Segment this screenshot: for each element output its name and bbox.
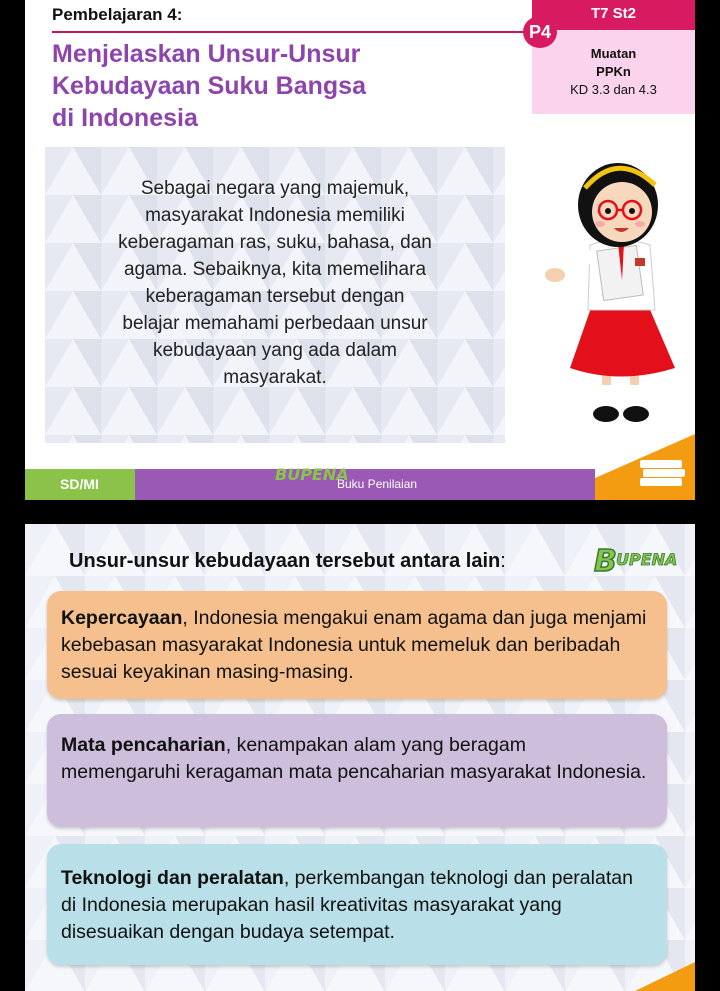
list-item-text [61, 865, 649, 946]
intro-paragraph [65, 175, 485, 391]
slide-1 [25, 0, 695, 500]
list-item [47, 844, 667, 965]
page-title [52, 38, 432, 134]
paragraph-line: masyarakat. [223, 367, 327, 388]
heading-text: Unsur-unsur kebudayaan tersebut antara lain [69, 550, 501, 572]
svg-text:B: B [594, 544, 617, 579]
title-line: di Indonesia [52, 104, 198, 132]
paragraph-line: kebudayaan yang ada dalam [152, 340, 398, 361]
header-divider [52, 31, 532, 33]
footer-bar [25, 465, 695, 500]
list-item-desc: , perkembangan teknologi dan peralatan di Indonesia merupakan hasil kreativitas masyarakat yang disesuaikan dengan budaya setempat. [61, 867, 633, 943]
theme-subtheme-code: T7 St2 [590, 5, 636, 22]
paragraph-line: keberagaman ras, suku, bahasa, dan [118, 232, 432, 253]
title-line: Menjelaskan Unsur-Unsur [52, 40, 361, 68]
list-item-term: Kepercayaan [61, 607, 183, 629]
paragraph-line: keberagaman tersebut dengan [145, 286, 405, 307]
muatan-label: Muatan [590, 46, 637, 61]
list-item-desc: , Indonesia mengakui enam agama dan juga menjami kebebasan masyarakat Indonesia untuk memeluk dan beribadah sesuai keyakinan masing-masing. [61, 607, 647, 683]
section-heading [69, 550, 506, 573]
logo-text: UPENA [616, 550, 678, 569]
title-line: Kebudayaan Suku Bangsa [52, 72, 366, 100]
book-label: Buku Penilaian [337, 477, 418, 491]
list-item-text [61, 732, 649, 786]
paragraph-line: masyarakat Indonesia memiliki [145, 205, 405, 226]
girl-student-illustration [530, 140, 690, 440]
slide-2 [25, 524, 695, 991]
bupena-logo: BUPENA [275, 465, 349, 484]
kd-label: KD 3.3 dan 4.3 [570, 82, 657, 97]
list-item [47, 591, 667, 699]
code-tab [532, 0, 695, 30]
heading-colon: : [500, 550, 506, 572]
paragraph-line: belajar memahami perbedaan unsur [122, 313, 428, 334]
muatan-panel [532, 30, 695, 114]
level-label: SD/MI [60, 476, 99, 492]
bupena-logo [590, 535, 680, 583]
paragraph-line: agama. Sebaiknya, kita memelihara [123, 259, 427, 280]
list-item-desc: , kenampakan alam yang beragam memengaruhi keragaman mata pencaharian masyarakat Indonesia. [61, 734, 647, 783]
paragraph-line: Sebagai negara yang majemuk, [140, 178, 410, 199]
list-item-text [61, 605, 649, 686]
lesson-label: Pembelajaran 4: [52, 5, 183, 24]
intro-box [45, 147, 505, 443]
subject-label: PPKn [596, 64, 631, 79]
list-item-term: Teknologi dan peralatan [61, 867, 284, 889]
lesson-badge: P4 [523, 16, 557, 48]
list-item [47, 714, 667, 827]
list-item-term: Mata pencaharian [61, 734, 226, 756]
corner-band [635, 962, 695, 991]
